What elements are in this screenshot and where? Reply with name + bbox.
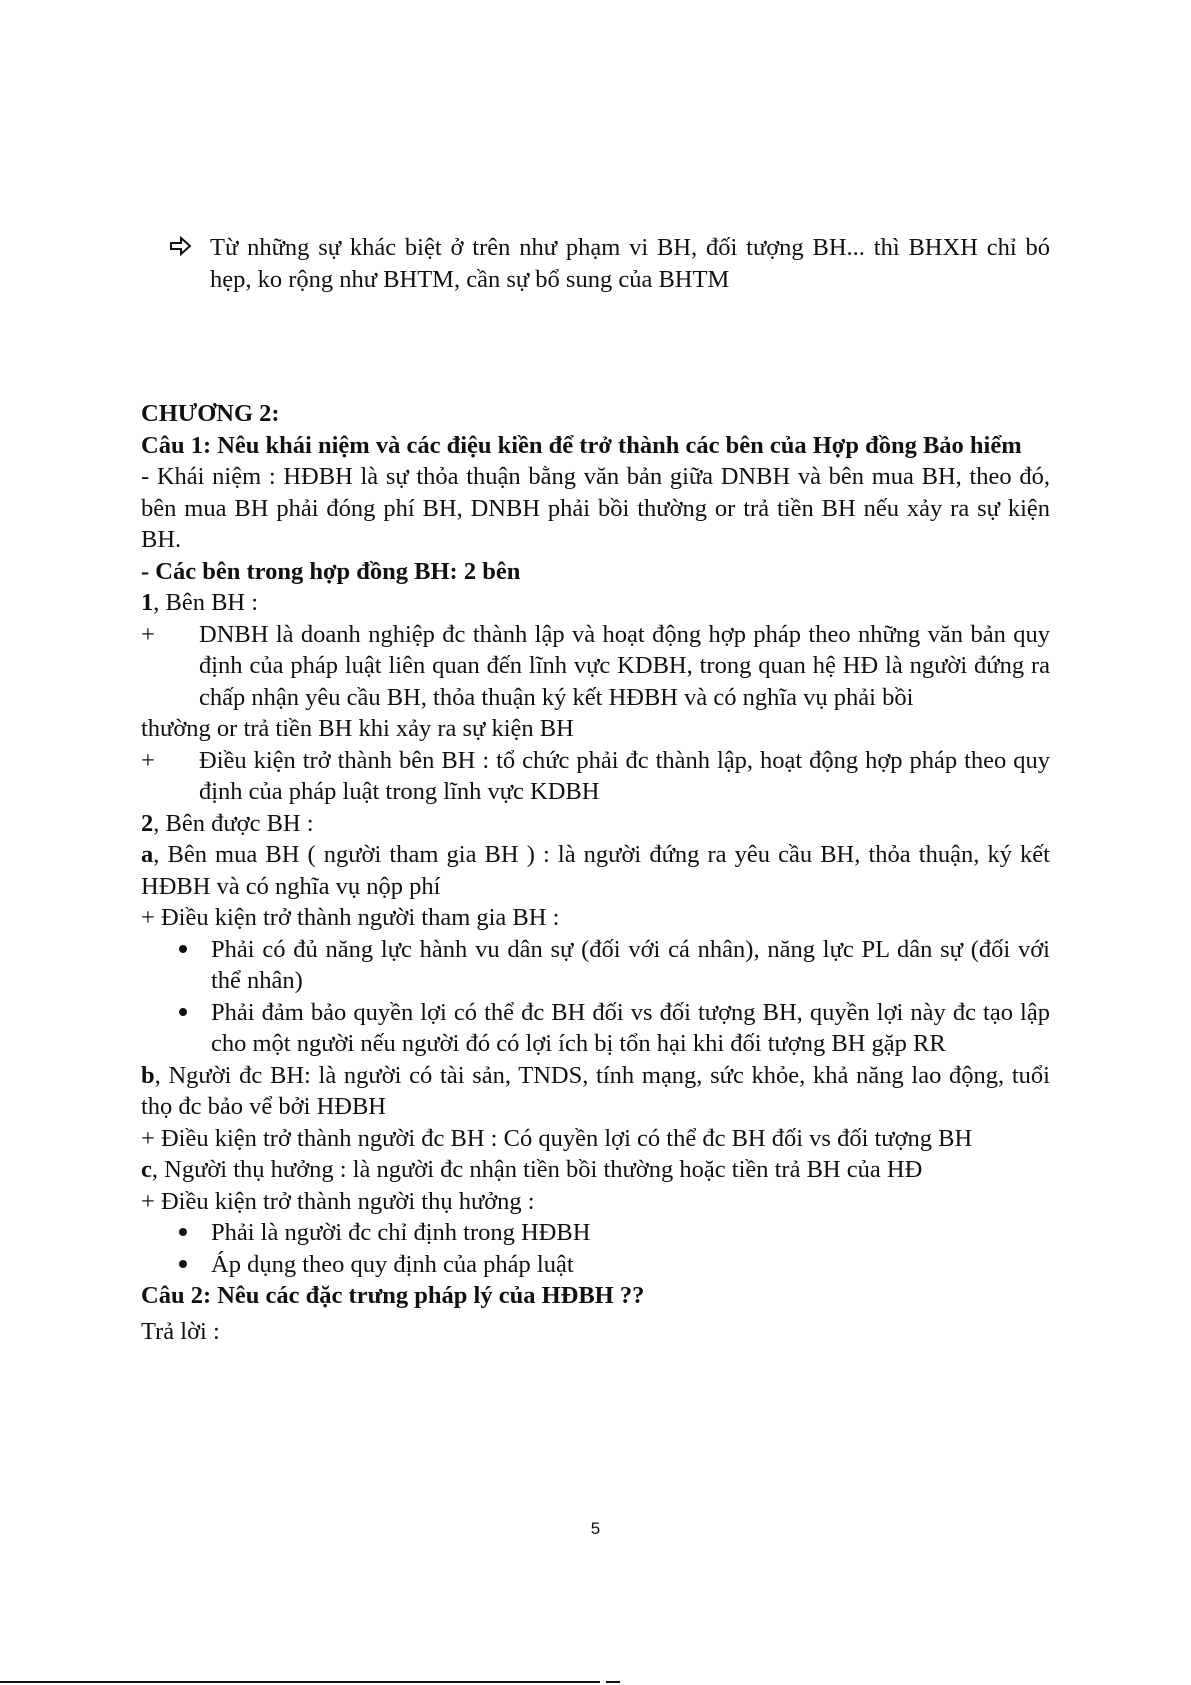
section-1-label: , Bên BH : (153, 589, 259, 616)
list-item-text: Phải có đủ năng lực hành vu dân sự (đối với cá nhân), năng lực PL dân sự (đối với thể nhân) (211, 935, 1050, 994)
section-1-plus-2-text: Điều kiện trở thành bên BH : tổ chức phải đc thành lập, hoạt động hợp pháp theo quy định của pháp luật trong lĩnh vực KDBH (199, 746, 1050, 805)
item-c-condition: + Điều kiện trở thành người thụ hưởng : (141, 1187, 535, 1215)
item-a-label: a (141, 841, 154, 868)
question-2-title: Câu 2: Nêu các đặc trưng pháp lý của HĐBH ?? (141, 1282, 645, 1309)
section-1-plus-1-text: DNBH là doanh nghiệp đc thành lập và hoạt động hợp pháp theo những văn bản quy định của pháp luật liên quan đến lĩnh vực KDBH, trong quan hệ HĐ là người đứng ra chấp nhận yêu cầu BH, thỏa thuận ký kết HĐBH và có nghĩa vụ phải bồi (199, 620, 1050, 711)
list-item-text: Phải đảm bảo quyền lợi có thể đc BH đối vs đối tượng BH, quyền lợi này đc tạo lập cho một người nếu người đó có lợi ích bị tổn hại khi đối tượng BH gặp RR (211, 998, 1050, 1057)
list-item (141, 997, 1050, 1060)
item-c-text: , Người thụ hưởng : là người đc nhận tiền bồi thường hoặc tiền trả BH của HĐ (151, 1156, 923, 1183)
page-number: 5 (590, 1519, 601, 1538)
item-c-label: c (141, 1156, 152, 1183)
item-a-condition: + Điều kiện trở thành người tham gia BH : (141, 904, 560, 931)
list-item (141, 1217, 1050, 1249)
intro-arrow-paragraph (170, 232, 1050, 295)
item-a-paragraph (141, 839, 1050, 902)
bullet-icon (179, 945, 187, 953)
section-1-plus-1-continuation: thường or trả tiền BH khi xảy ra sự kiện BH (141, 715, 574, 742)
list-item (141, 934, 1050, 997)
bullet-icon (179, 1260, 187, 1268)
plus-symbol: + (141, 746, 155, 774)
section-1-plus-2 (141, 745, 1050, 808)
bullet-icon (179, 1228, 187, 1236)
section-1-plus-1 (141, 619, 1050, 714)
item-b-text: , Người đc BH: là người có tài sản, TNDS, tính mạng, sức khỏe, khả năng lao động, tuổi thọ đc bảo vể bởi HĐBH (141, 1061, 1050, 1120)
item-a-bullet-list (141, 934, 1050, 1060)
item-b-condition: + Điều kiện trở thành người đc BH : Có quyền lợi có thể đc BH đối vs đối tượng BH (141, 1124, 973, 1152)
answer-label: Trả lời : (141, 1317, 220, 1345)
list-item (141, 1249, 1050, 1281)
item-c-bullet-list (141, 1217, 1050, 1280)
parties-heading: - Các bên trong hợp đồng BH: 2 bên (141, 557, 521, 585)
item-b-paragraph (141, 1060, 1050, 1123)
footer-divider (606, 1681, 620, 1683)
section-2-number: 2 (141, 809, 154, 837)
list-item-text: Phải là người đc chỉ định trong HĐBH (211, 1219, 591, 1246)
section-2-heading (141, 808, 1050, 840)
concept-paragraph: - Khái niệm : HĐBH là sự thỏa thuận bằng văn bản giữa DNBH và bên mua BH, theo đó, bên mua BH phải đóng phí BH, DNBH phải bồi thường or trả tiền BH nếu xảy ra sự kiện BH. (141, 463, 1050, 553)
section-2-label: , Bên được BH : (153, 809, 314, 837)
chapter-content (141, 398, 1050, 1347)
intro-text: Từ những sự khác biệt ở trên như phạm vi BH, đối tượng BH... thì BHXH chỉ bó hẹp, ko rộng như BHTM, cần sự bổ sung của BHTM (210, 234, 1050, 293)
footer-divider (0, 1681, 600, 1683)
section-1-number: 1 (141, 589, 154, 616)
section-1-heading (141, 587, 1050, 619)
right-arrow-outline-icon (170, 236, 192, 256)
question-1-title: Câu 1: Nêu khái niệm và các điệu kiền để trở thành các bên của Hợp đồng Bảo hiểm (141, 431, 1022, 459)
plus-symbol: + (141, 620, 155, 648)
list-item-text: Áp dụng theo quy định của pháp luật (211, 1250, 574, 1278)
bullet-icon (179, 1008, 187, 1016)
item-a-text: , Bên mua BH ( người tham gia BH ) : là người đứng ra yêu cầu BH, thỏa thuận, ký kết HĐBH và có nghĩa vụ nộp phí (141, 841, 1050, 900)
chapter-title: CHƯƠNG 2: (141, 400, 280, 427)
item-b-label: b (141, 1061, 155, 1089)
item-c-paragraph (141, 1154, 1050, 1186)
